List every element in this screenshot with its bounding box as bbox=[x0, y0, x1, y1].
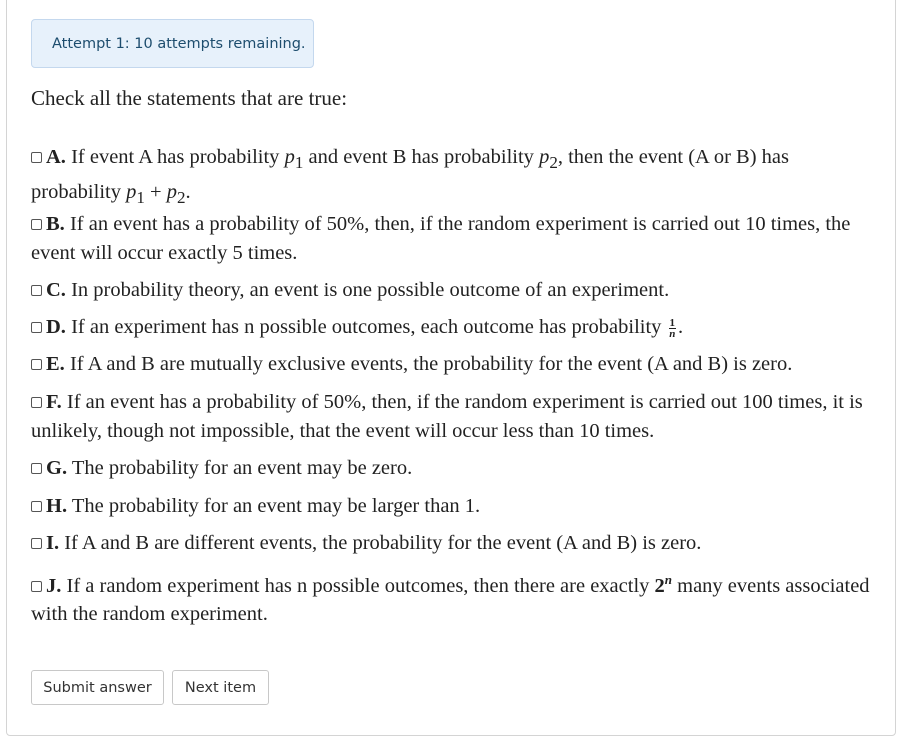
option-e-letter: E. bbox=[46, 353, 65, 375]
option-d-text: If an experiment has n possible outcomes, each outcome has probability bbox=[71, 316, 662, 338]
math-p: p bbox=[284, 146, 295, 168]
math-sub: 1 bbox=[294, 153, 304, 173]
option-a-checkbox[interactable] bbox=[31, 152, 42, 163]
option-e[interactable] bbox=[31, 350, 871, 379]
fraction-one-over-n bbox=[669, 318, 677, 339]
option-h-checkbox[interactable] bbox=[31, 501, 42, 512]
math-exponent: n bbox=[664, 572, 673, 587]
option-d-period: . bbox=[678, 316, 684, 338]
option-c[interactable] bbox=[31, 276, 871, 305]
option-j-text-2: many events associated with the random experiment. bbox=[31, 574, 870, 626]
option-j-letter: J. bbox=[46, 574, 62, 597]
submit-answer-button[interactable]: Submit answer bbox=[31, 670, 164, 705]
option-b[interactable] bbox=[31, 210, 871, 267]
option-j-checkbox[interactable] bbox=[31, 581, 42, 592]
option-f-letter: F. bbox=[46, 391, 62, 413]
option-i-checkbox[interactable] bbox=[31, 538, 42, 549]
option-c-checkbox[interactable] bbox=[31, 285, 42, 296]
option-d-checkbox[interactable] bbox=[31, 322, 42, 333]
math-sub: 2 bbox=[176, 187, 186, 207]
option-b-letter: B. bbox=[46, 213, 65, 235]
math-p: p bbox=[126, 180, 137, 203]
option-g-checkbox[interactable] bbox=[31, 463, 42, 474]
option-h-text: The probability for an event may be larger than 1. bbox=[71, 495, 481, 517]
option-g-letter: G. bbox=[46, 457, 68, 479]
option-a-text-3: , then the event (A or B) has probability bbox=[31, 146, 789, 203]
option-a-period: . bbox=[185, 180, 191, 203]
option-d-letter: D. bbox=[46, 316, 66, 338]
option-a-letter: A. bbox=[46, 146, 66, 168]
option-f-checkbox[interactable] bbox=[31, 397, 42, 408]
option-g-text: The probability for an event may be zero. bbox=[71, 457, 413, 479]
fraction-numerator: 1 bbox=[669, 316, 676, 329]
option-i-letter: I. bbox=[46, 532, 60, 554]
option-b-checkbox[interactable] bbox=[31, 219, 42, 230]
option-e-text: If A and B are mutually exclusive events, the probability for the event (A and B) is zero. bbox=[69, 353, 793, 375]
attempts-text: Attempt 1: 10 attempts remaining. bbox=[52, 35, 306, 52]
option-g[interactable] bbox=[31, 454, 871, 483]
option-d[interactable] bbox=[31, 313, 871, 342]
option-i-text: If A and B are different events, the probability for the event (A and B) is zero. bbox=[64, 532, 702, 554]
option-f-text: If an event has a probability of 50%, then, if the random experiment is carried out 100 times, it is unlikely, though not impossible, that the event will occur less than 10 times. bbox=[31, 391, 863, 442]
option-e-checkbox[interactable] bbox=[31, 359, 42, 370]
fraction-denominator: n bbox=[669, 327, 676, 340]
option-c-text: In probability theory, an event is one possible outcome of an experiment. bbox=[71, 279, 670, 301]
option-j[interactable] bbox=[31, 566, 871, 629]
option-a[interactable] bbox=[31, 143, 871, 212]
math-plus: + bbox=[144, 180, 167, 203]
next-item-button[interactable]: Next item bbox=[172, 670, 269, 705]
attempts-alert bbox=[31, 19, 314, 68]
option-a-text-1: If event A has probability bbox=[71, 146, 285, 168]
option-f[interactable] bbox=[31, 388, 871, 445]
math-sub: 1 bbox=[136, 187, 145, 207]
option-b-text: If an event has a probability of 50%, then, if the random experiment is carried out 10 times, the event will occur exactly 5 times. bbox=[31, 213, 851, 264]
option-c-letter: C. bbox=[46, 279, 66, 301]
math-p: p bbox=[539, 146, 550, 168]
option-a-text-2: and event B has probability bbox=[303, 146, 540, 168]
option-j-text-1: If a random experiment has n possible outcomes, then there are exactly bbox=[66, 574, 655, 597]
option-i[interactable] bbox=[31, 529, 871, 558]
question-prompt: Check all the statements that are true: bbox=[31, 86, 348, 110]
math-p: p bbox=[166, 180, 177, 203]
option-h-letter: H. bbox=[46, 495, 68, 517]
math-base: 2 bbox=[654, 574, 665, 597]
math-sub: 2 bbox=[549, 153, 558, 173]
option-h[interactable] bbox=[31, 492, 871, 521]
